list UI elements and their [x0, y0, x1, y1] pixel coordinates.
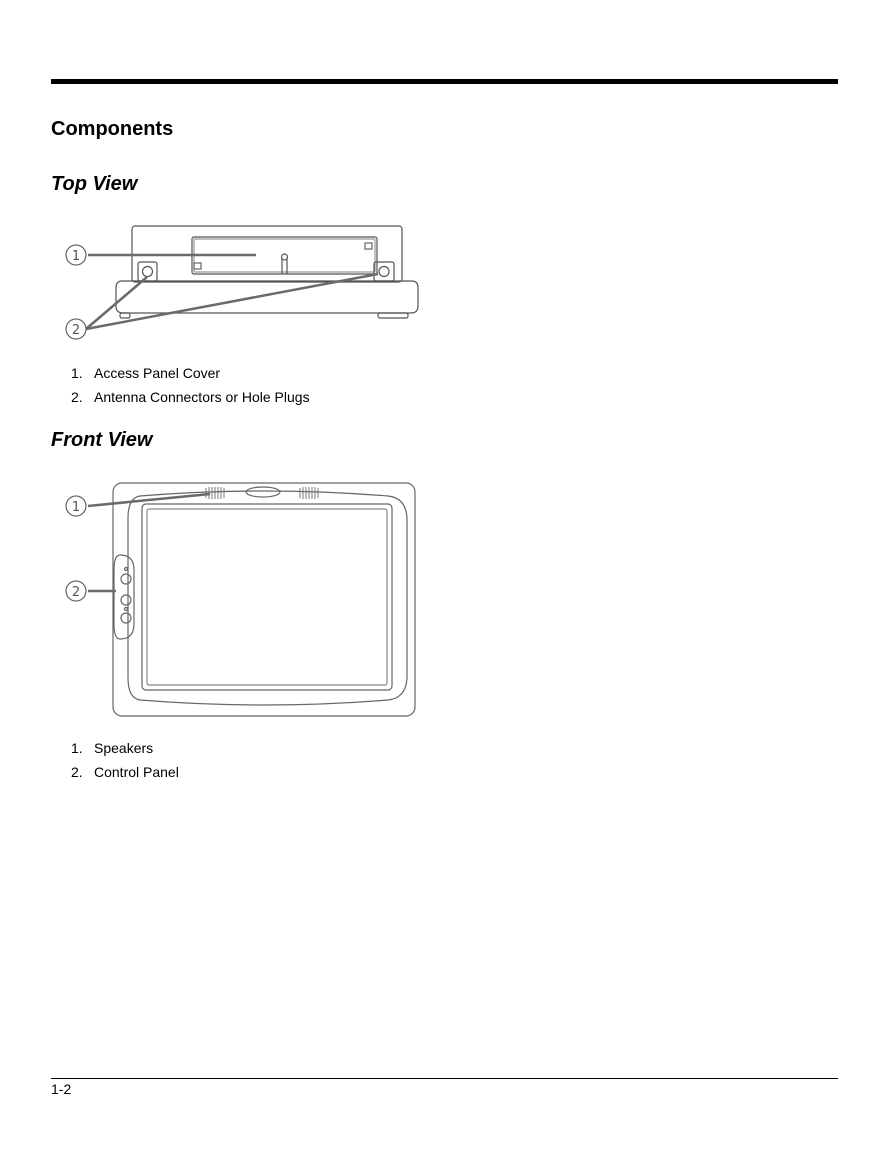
footer-rule: [51, 1078, 838, 1079]
top-view-illustration: [58, 218, 428, 348]
svg-text:1: 1: [71, 249, 81, 264]
speakers-label: Speakers: [94, 740, 154, 756]
svg-text:2: 2: [71, 323, 81, 338]
page-title: Components: [51, 118, 174, 140]
callout-1: [66, 245, 86, 265]
svg-text:1: 1: [71, 500, 81, 515]
control-panel-label: Control Panel: [94, 764, 179, 780]
header-rule: [51, 79, 838, 84]
front-view-heading: Front View: [51, 429, 153, 451]
callout-2: [66, 319, 86, 339]
callout-1: [66, 496, 86, 516]
svg-text:2: 2: [71, 585, 81, 600]
page-number: 1-2: [51, 1081, 72, 1097]
top-view-heading: Top View: [51, 173, 138, 195]
antenna-connectors-label: Antenna Connectors or Hole Plugs: [94, 389, 310, 405]
access-panel-cover-label: Access Panel Cover: [94, 365, 221, 381]
front-view-illustration: [58, 478, 420, 723]
callout-2: [66, 581, 86, 601]
